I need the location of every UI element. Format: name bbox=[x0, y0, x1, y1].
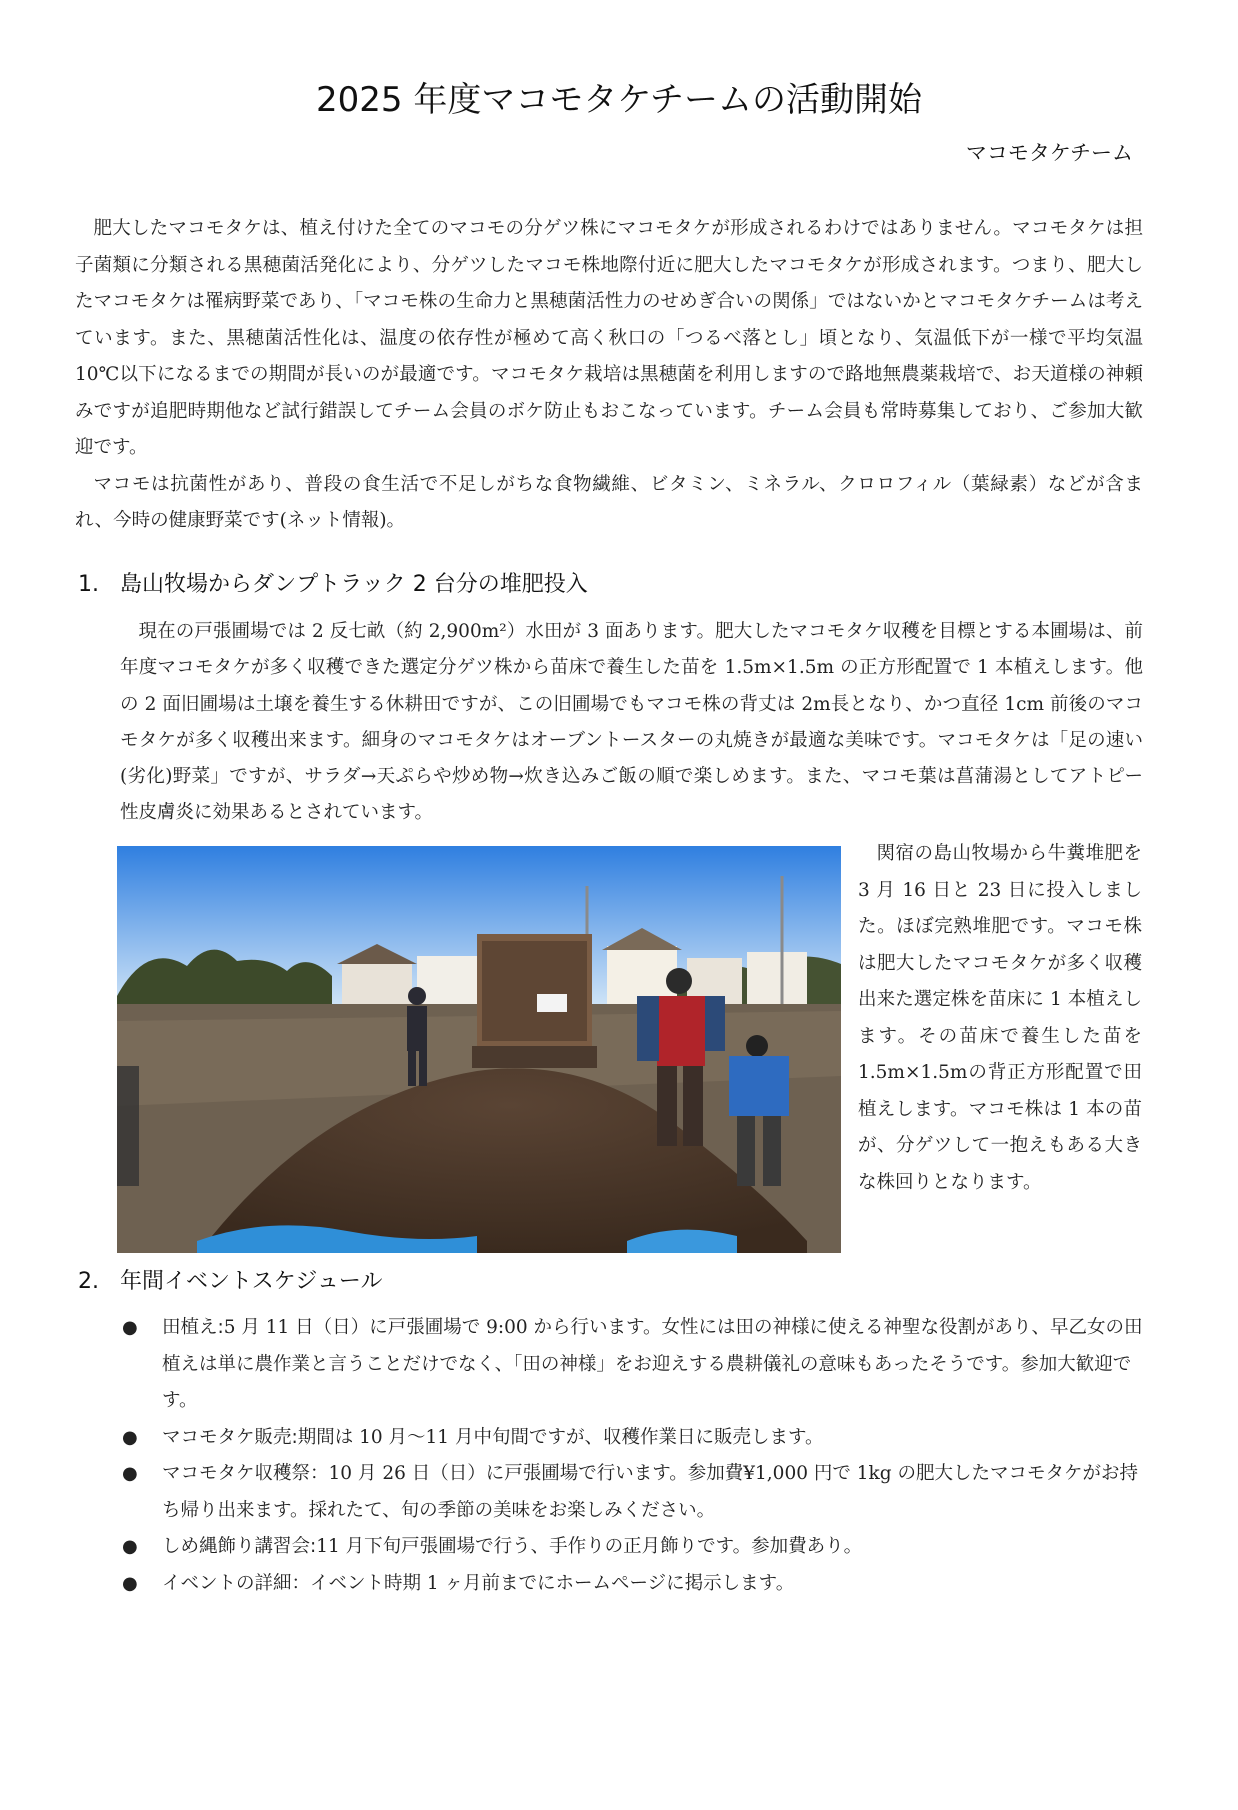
compost-photo-image bbox=[117, 846, 841, 1253]
section-2-heading bbox=[78, 1266, 382, 1298]
intro-paragraph-1: 肥大したマコモタケは、植え付けた全てのマコモの分ゲツ株にマコモタケが形成されるわけではありません。マコモタケは担子菌類に分類される黒穂菌活発化により、分ゲツしたマコモ株地際付近に肥大したマコモタケが形成されます。つまり、肥大したマコモタケは罹病野菜であり、「マコモ株の生命力と黒穂菌活性力のせめぎ合いの関係」ではないかとマコモタケチームは考えています。また、黒穂菌活性化は、温度の依存性が極めて高く秋口の「つるべ落とし」頃となり、気温低下が一様で平均気温 10℃以下になるまでの期間が長いのが最適です。マコモタケ栽培は黒穂菌を利用しますので路地無農薬栽培で、お天道様の神頼みですが追肥時期他など試行錯誤してチーム会員のボケ防止もおこなっています。チーム会員も常時募集しており、ご参加大歓迎です。 bbox=[75, 218, 1143, 458]
intro-text bbox=[75, 211, 1143, 540]
event-text: 期間は 10 月～11 月中旬間ですが、収穫作業日に販売します。 bbox=[297, 1426, 824, 1448]
section-2-number: 2. bbox=[78, 1269, 99, 1294]
event-schedule-list bbox=[120, 1310, 1143, 1602]
bullet-icon: ● bbox=[122, 1317, 138, 1338]
section-1-body bbox=[120, 614, 1143, 832]
document-author: マコモタケチーム bbox=[965, 141, 1133, 165]
section-2-title: 年間イベントスケジュール bbox=[120, 1269, 383, 1294]
section-1-title: 島山牧場からダンプトラック 2 台分の堆肥投入 bbox=[120, 572, 588, 597]
list-item bbox=[120, 1420, 1143, 1457]
section-1-paragraph: 現在の戸張圃場では 2 反七畝（約 2,900m²）水田が 3 面あります。肥大したマコモタケ収穫を目標とする本圃場は、前年度マコモタケが多く収穫できた選定分ゲツ株から苗床で養生した苗を 1.5m×1.5m の正方形配置で 1 本植えします。他の 2 面旧圃場は土壌を養生する休耕田ですが、この旧圃場でもマコモ株の背丈は 2m長となり、かつ直径 1cm 前後のマコモタケが多く収穫出来ます。細身のマコモタケはオーブントースターの丸焼きが最適な美味です。マコモタケは「足の速い(劣化)野菜」ですが、サラダ→天ぷらや炒め物→炊き込みご飯の順で楽しめます。また、マコモ葉は菖蒲湯としてアトピー性皮膚炎に効果あるとされています。 bbox=[120, 621, 1143, 824]
document-title: 2025 年度マコモタケチームの活動開始 bbox=[316, 80, 922, 120]
bullet-icon: ● bbox=[122, 1536, 138, 1557]
list-item bbox=[120, 1456, 1143, 1529]
event-text: イベント時期 1 ヶ月前までにホームページに掲示します。 bbox=[310, 1572, 795, 1594]
list-item bbox=[120, 1566, 1143, 1603]
bullet-icon: ● bbox=[122, 1572, 138, 1594]
section-1-number: 1. bbox=[78, 572, 99, 597]
compost-photo bbox=[117, 846, 841, 1253]
bullet-icon: ● bbox=[122, 1426, 138, 1448]
event-term: しめ縄飾り講習会: bbox=[162, 1536, 317, 1557]
event-term: イベントの詳細： bbox=[162, 1572, 311, 1594]
section-1-heading bbox=[78, 569, 588, 601]
event-term: マコモタケ販売: bbox=[162, 1426, 298, 1448]
list-item bbox=[120, 1310, 1143, 1420]
event-term: マコモタケ収穫祭： bbox=[162, 1463, 329, 1484]
event-term: 田植え: bbox=[162, 1317, 224, 1338]
intro-paragraph-2: マコモは抗菌性があり、普段の食生活で不足しがちな食物繊維、ビタミン、ミネラル、クロロフィル（葉緑素）などが含まれ、今時の健康野菜です(ネット情報)。 bbox=[75, 473, 1143, 531]
event-text: 11 月下旬戸張圃場で行う、手作りの正月飾りです。参加費あり。 bbox=[316, 1536, 863, 1557]
event-text: 5 月 11 日（日）に戸張圃場で 9:00 から行います。女性には田の神様に使える神聖な役割があり、早乙女の田植えは単に農作業と言うことだけでなく、「田の神様」をお迎えする農耕儀礼の意味もあったそうです。参加大歓迎です。 bbox=[162, 1317, 1143, 1411]
photo-side-text bbox=[858, 836, 1142, 1201]
photo-side-paragraph: 関宿の島山牧場から牛糞堆肥を 3 月 16 日と 23 日に投入しました。ほぼ完熟堆肥です。マコモ株は肥大したマコモタケが多く収穫出来た選定株を苗床に 1 本植えします。その苗床で養生した苗を 1.5m×1.5mの背正方形配置で田植えします。マコモ株は 1 本の苗が、分ゲツして一抱えもある大きな株回りとなります。 bbox=[858, 843, 1142, 1193]
list-item bbox=[120, 1529, 1143, 1566]
event-text: 10 月 26 日（日）に戸張圃場で行います。参加費¥1,000 円で 1kg の肥大したマコモタケがお持ち帰り出来ます。採れたて、旬の季節の美味をお楽しみください。 bbox=[162, 1463, 1138, 1521]
bullet-icon: ● bbox=[122, 1463, 138, 1484]
